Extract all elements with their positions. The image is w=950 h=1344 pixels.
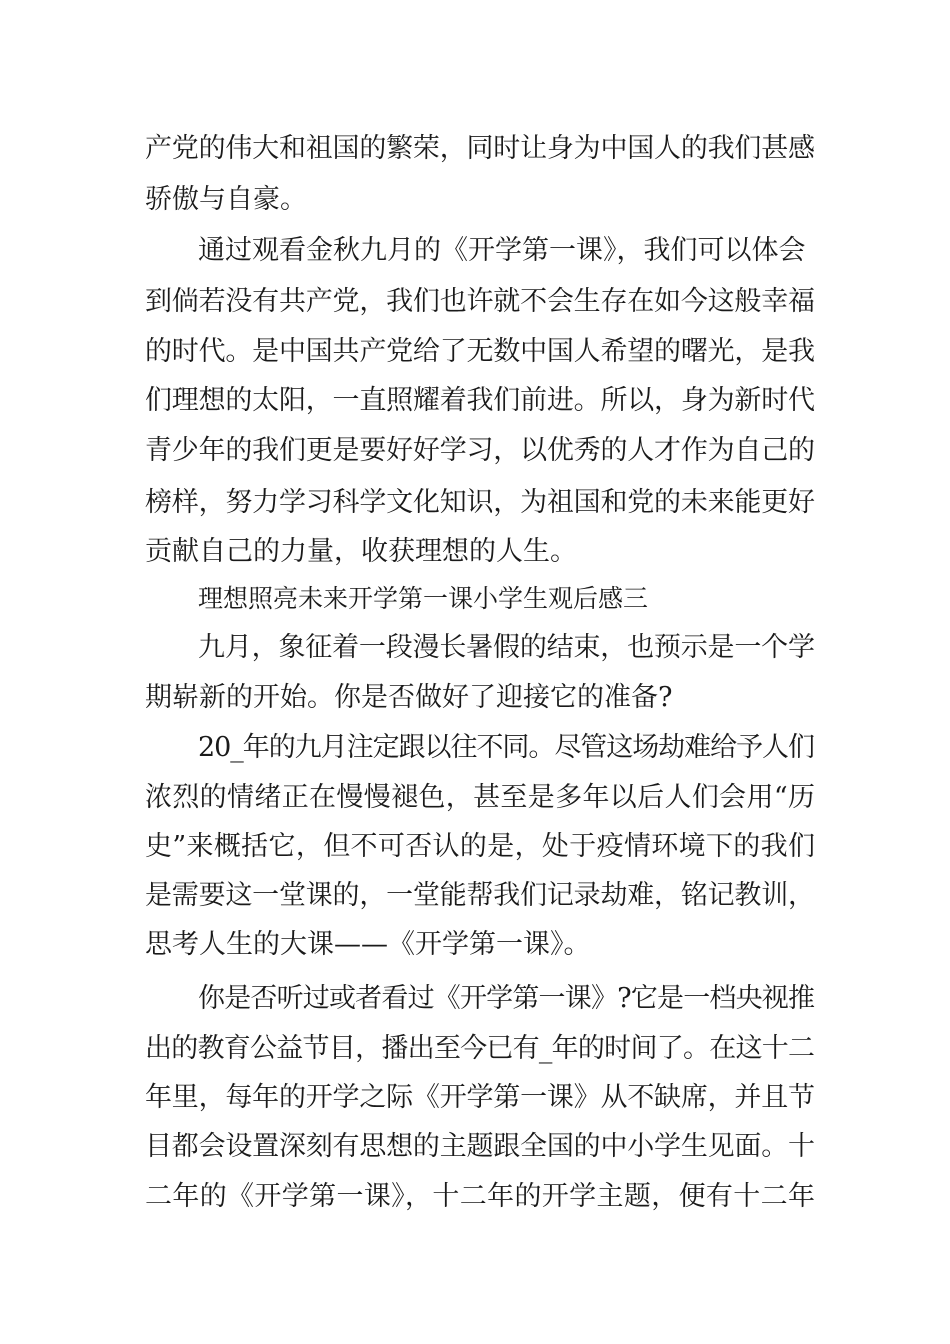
text-line: 产党的伟大和祖国的繁荣，同时让身为中国人的我们甚感 (145, 133, 815, 164)
text-line: 到倘若没有共产党，我们也许就不会生存在如今这般幸福 (145, 286, 815, 317)
text-line: 榜样，努力学习科学文化知识，为祖国和党的未来能更好 (145, 487, 815, 518)
paragraph-first-line: 20_年的九月注定跟以往不同。尽管这场劫难给予人们 (198, 732, 814, 763)
text-line: 浓烈的情绪正在慢慢褪色，甚至是多年以后人们会用“历 (145, 782, 816, 813)
text-line: 是需要这一堂课的，一堂能帮我们记录劫难，铭记教训， (145, 880, 815, 911)
text-line: 出的教育公益节目，播出至今已有_年的时间了。在这十二 (145, 1033, 815, 1064)
text-line: 贡献自己的力量，收获理想的人生。 (145, 536, 577, 567)
paragraph-first-line: 通过观看金秋九月的《开学第一课》，我们可以体会 (198, 235, 806, 266)
text-line: 思考人生的大课——《开学第一课》。 (145, 929, 591, 960)
paragraph-first-line: 你是否听过或者看过《开学第一课》?它是一档央视推 (198, 983, 815, 1014)
text-line: 年里，每年的开学之际《开学第一课》从不缺席，并且节 (145, 1082, 815, 1113)
text-line: 史”来概括它，但不可否认的是，处于疫情环境下的我们 (145, 831, 816, 862)
section-heading: 理想照亮未来开学第一课小学生观后感三 (198, 584, 649, 613)
text-line: 骄傲与自豪。 (145, 184, 307, 215)
text-line: 目都会设置深刻有思想的主题跟全国的中小学生见面。十 (145, 1131, 815, 1162)
text-line: 二年的《开学第一课》，十二年的开学主题，便有十二年 (145, 1181, 816, 1212)
text-line: 们理想的太阳，一直照耀着我们前进。所以，身为新时代 (145, 385, 815, 416)
text-line: 的时代。是中国共产党给了无数中国人希望的曙光，是我 (145, 336, 815, 367)
text-line: 期崭新的开始。你是否做好了迎接它的准备? (145, 682, 673, 713)
paragraph-first-line: 九月，象征着一段漫长暑假的结束，也预示是一个学 (198, 632, 815, 663)
text-line: 青少年的我们更是要好好学习，以优秀的人才作为自己的 (145, 435, 815, 466)
